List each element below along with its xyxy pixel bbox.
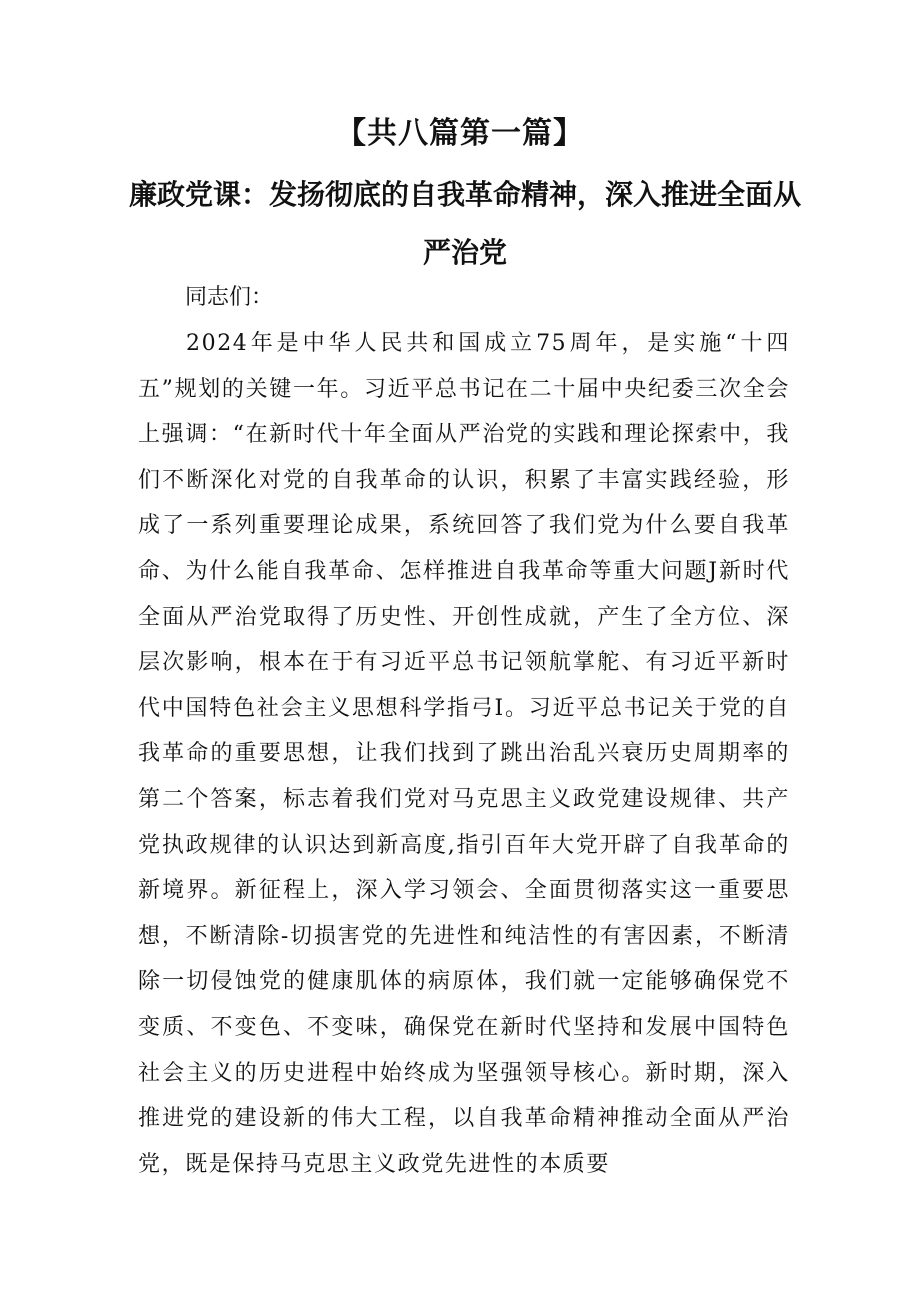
salutation: 同志们： (185, 285, 274, 310)
body-paragraph: 2024年是中华人民共和国成立75周年，是实施“十四五”规划的关键一年。习近平总书记在二十届中央纪委三次全会上强调：“在新时代十年全面从严治党的实践和理论探索中，我们不断深化对党的自我革命的认识，积累了丰富实践经验，形成了一系列重要理论成果，系统回答了我们党为什么要自我革命、为什么能自我革命、怎样推进自我革命等重大问题J新时代全面从严治党取得了历史性、开创性成就，产生了全方位、深层次影响，根本在于有习近平总书记领航掌舵、有习近平新时代中国特色社会主义思想科学指弓I。习近平总书记关于党的自我革命的重要思想，让我们找到了跳出治乱兴衰历史周期率的第二个答案，标志着我们党对马克思主义政党建设规律、共产党执政规律的认识达到新高度,指引百年大党开辟了自我革命的新境界。新征程上，深入学习领会、全面贯彻落实这一重要思想，不断清除-切损害党的先进性和纯洁性的有害因素，不断清除一切侵蚀党的健康肌体的病原体，我们就一定能够确保党不变质、不变色、不变味，确保党在新时代坚持和发展中国特色社会主义的历史进程中始终成为坚强领导核心。新时期，深入推进党的建设新的伟大工程，以自我革命精神推动全面从严治党，既是保持马克思主义政党先进性的本质要 (138, 331, 790, 1177)
series-heading: 【共八篇第一篇】 (336, 116, 584, 151)
document-title: 廉政党课：发扬彻底的自我革命精神，深入推进全面从严治党 (128, 178, 801, 269)
